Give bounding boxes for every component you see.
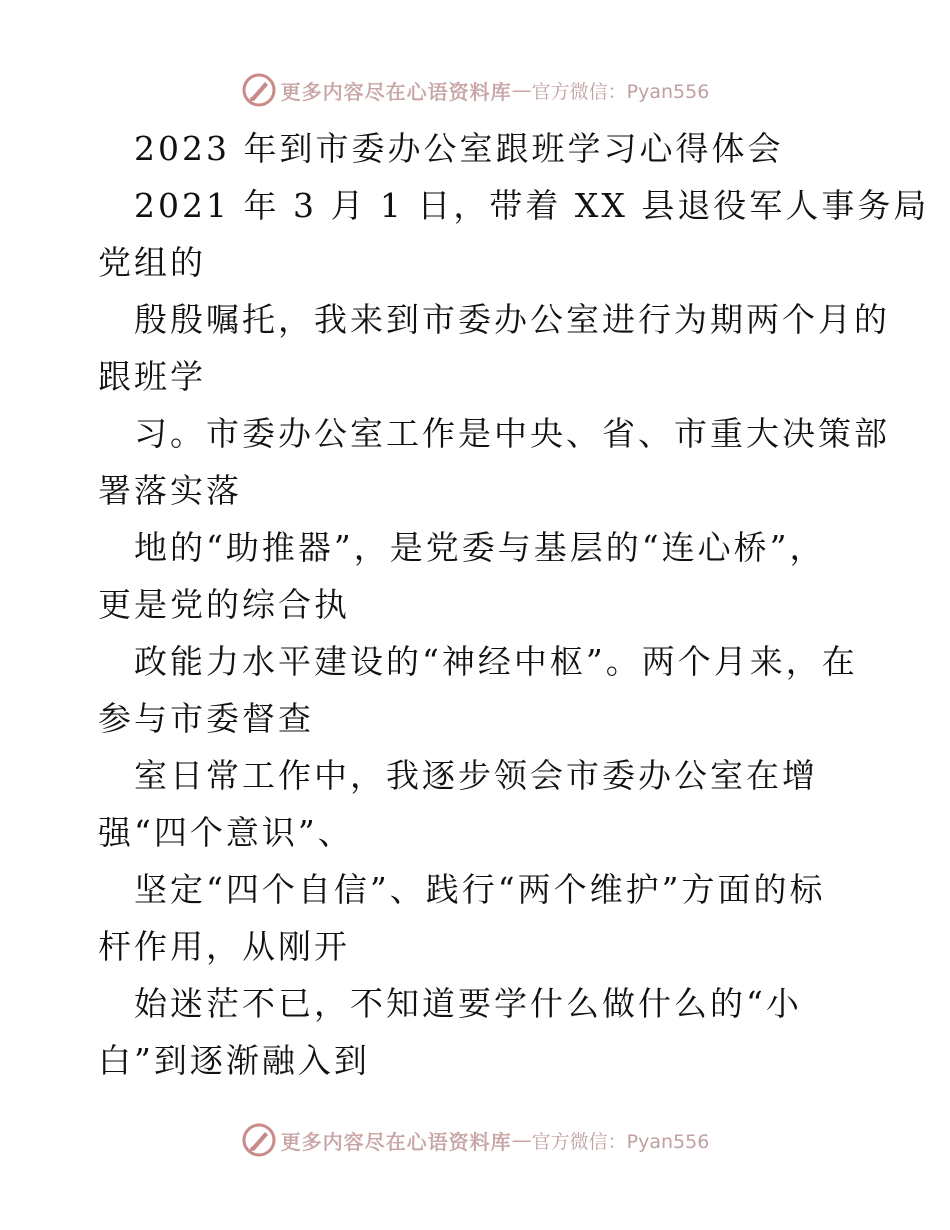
text-line: 习。市委办公室工作是中央、省、市重大决策部 <box>134 414 890 453</box>
text-line: 政能力水平建设的“神经中枢”。两个月来，在 <box>134 642 858 681</box>
document-title: 2023 年到市委办公室跟班学习心得体会 <box>134 129 784 168</box>
pen-logo-icon <box>241 1122 277 1158</box>
text-line: 跟班学 <box>98 357 206 396</box>
watermark-dash: — <box>511 1128 532 1152</box>
text-line: 室日常工作中，我逐步领会市委办公室在增 <box>134 756 818 795</box>
text-line: 强“四个意识”、 <box>98 813 354 852</box>
watermark-dash: — <box>511 78 532 102</box>
watermark-sub-text: 官方微信：Pyan556 <box>531 80 710 103</box>
text-line: 参与市委督查 <box>98 699 314 738</box>
text-line: 殷殷嘱托，我来到市委办公室进行为期两个月的 <box>134 300 890 339</box>
text-line: 白”到逐渐融入到 <box>98 1041 370 1080</box>
text-line: 坚定“四个自信”、践行“两个维护”方面的标 <box>134 870 826 909</box>
text-line: 更是党的综合执 <box>98 585 350 624</box>
text-line: 署落实落 <box>98 471 242 510</box>
text-line: 2021 年 3 月 1 日，带着 XX 县退役军人事务局 <box>134 186 930 225</box>
text-line: 党组的 <box>98 243 206 282</box>
text-line: 始迷茫不已，不知道要学什么做什么的“小 <box>134 984 802 1023</box>
watermark-footer <box>0 1120 950 1160</box>
watermark-main-text: 更多内容尽在心语资料库 <box>280 1129 512 1154</box>
text-line: 地的“助推器”，是党委与基层的“连心桥”， <box>134 528 826 567</box>
watermark-header <box>0 70 950 110</box>
text-line: 杆作用，从刚开 <box>98 927 350 966</box>
document-body <box>98 120 930 1089</box>
watermark-main-text: 更多内容尽在心语资料库 <box>280 79 512 104</box>
pen-logo-icon <box>241 72 277 108</box>
watermark-sub-text: 官方微信：Pyan556 <box>531 1130 710 1153</box>
